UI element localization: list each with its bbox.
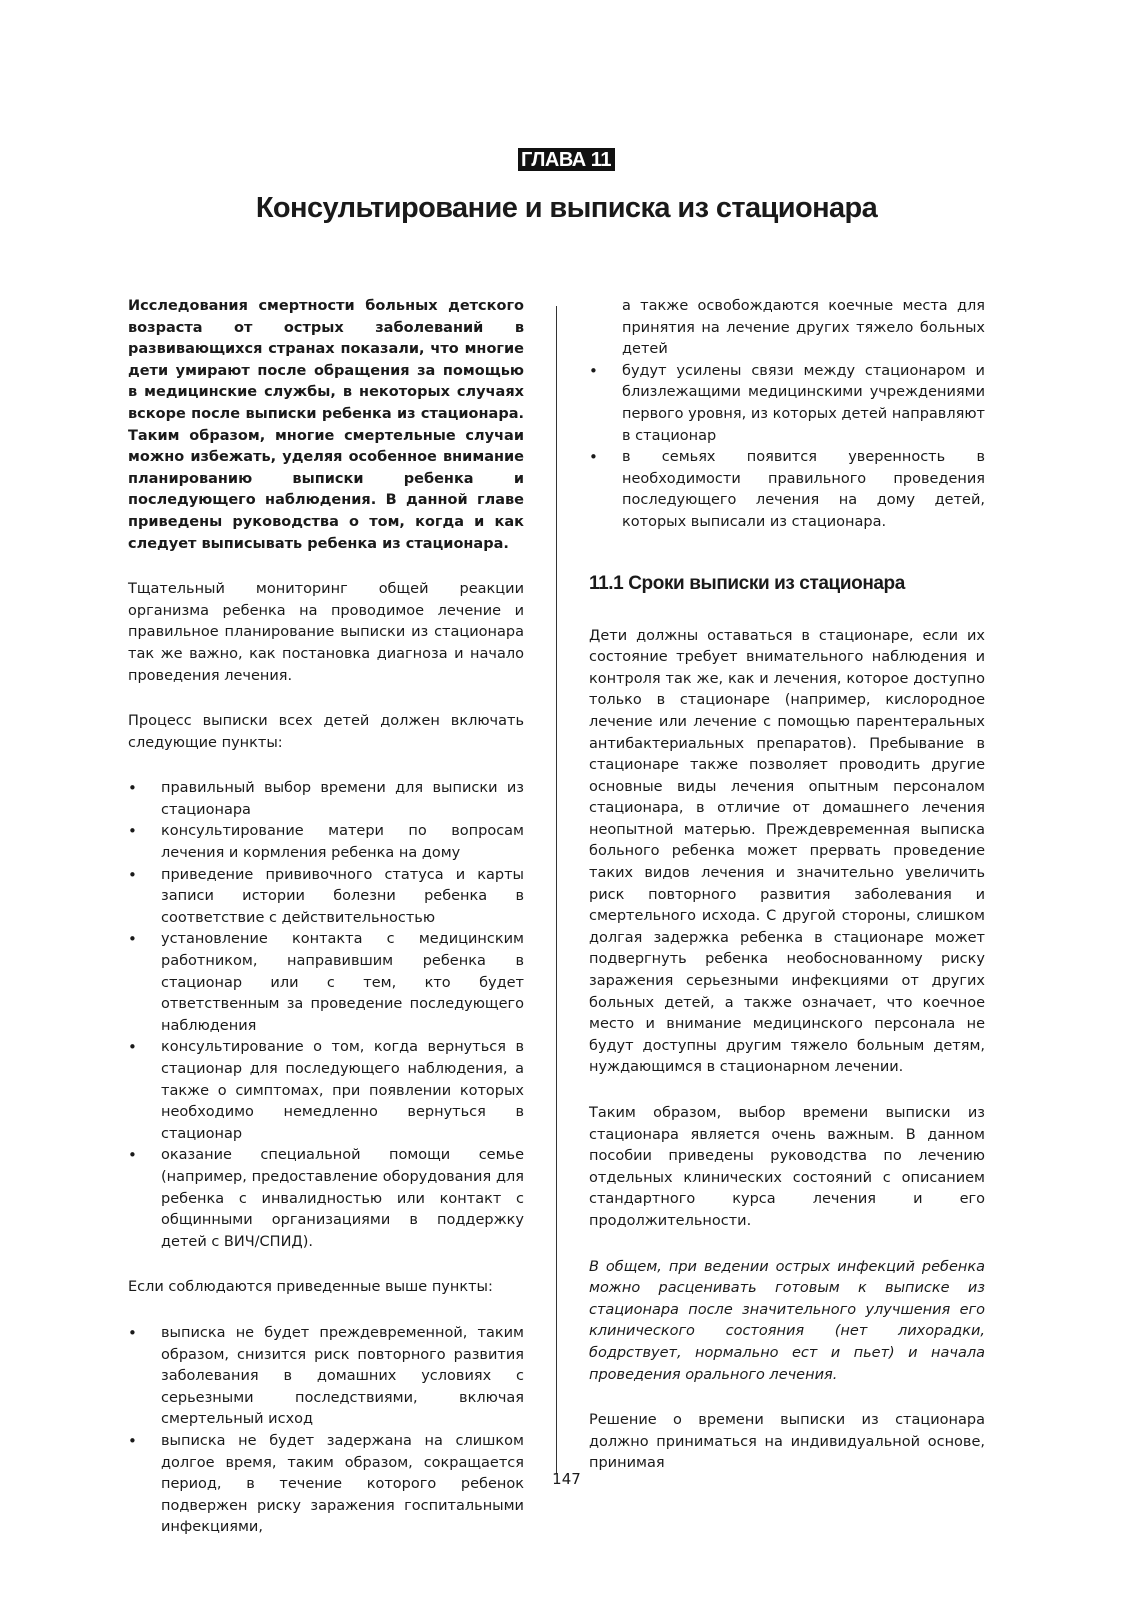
importance-paragraph: Таким образом, выбор времени выписки из стационара является очень важным. В данном пособии приведены руководства по лечению отдельных клинических состояний с описанием стандартного курса лечения и его продолжительности. [589, 1105, 985, 1229]
outcomes-list [128, 1323, 524, 1539]
list-item: • установление контакта с медицинским работником, направившим ребенка в стационар или с тем, кто будет ответственным за проведение последующего наблюдения [128, 929, 524, 1037]
list-item: • выписка не будет задержана на слишком долгое время, таким образом, сокращается период, в течение которого ребенок подвержен риску заражения госпитальными инфекциями, [128, 1431, 524, 1539]
list-item: • консультирование матери по вопросам лечения и кормления ребенка на дому [128, 821, 524, 864]
list-item: • оказание специальной помощи семье (например, предоставление оборудования для ребенка с инвалидностью или контакт с общинными организациями в поддержку детей с ВИЧ/СПИД). [128, 1145, 524, 1253]
discharge-steps-list [128, 778, 524, 1253]
decision-paragraph: Решение о времени выписки из стационара должно приниматься на индивидуальной основе, принимая [589, 1412, 985, 1472]
list-item: • правильный выбор времени для выписки из стационара [128, 778, 524, 821]
intro-paragraph: Исследования смертности больных детского возраста от острых заболеваний в развивающихся странах показали, что многие дети умирают после обращения за помощью в медицинские службы, в некоторых случаях вскоре после выписки ребенка из стационара. Таким образом, многие смертельные случаи можно избежать, уделяя особенное внимание планированию выписки ребенка и последующего наблюдения. В данной главе приведены руководства о том, когда и как следует выписывать ребенка из стационара. [128, 298, 524, 552]
monitoring-paragraph: Тщательный мониторинг общей реакции организма ребенка на проводимое лечение и правильное планирование выписки из стационара так же важно, как постановка диагноза и начало проведения лечения. [128, 581, 524, 684]
chapter-label-text: ГЛАВА 11 [518, 148, 615, 171]
right-column [589, 296, 985, 1475]
column-divider [556, 306, 557, 1474]
chapter-title: Консультирование и выписка из стационара [255, 192, 878, 224]
list-item: • выписка не будет преждевременной, таким образом, снизится риск повторного развития заболевания в домашних условиях с серьезными последствиями, включая смертельный исход [128, 1323, 524, 1431]
timing-paragraph: Дети должны оставаться в стационаре, если их состояние требует внимательного наблюдения и контроля так же, как и лечения, которое доступно только в стационаре (например, кислородное лечение или лечение с помощью парентеральных антибактериальных препаратов). Пребывание в стационаре также позволяет проводить другие основные виды лечения опытным персоналом стационара, в отличие от домашнего лечения неопытной матерью. Преждевременная выписка больного ребенка может прервать проведение таких видов лечения и значительно увеличить риск повторного развития заболевания и смертельного исхода. С другой стороны, слишком долгая задержка ребенка в стационаре может подвергнуть ребенка необоснованному риску заражения серьезными инфекциями от других больных детей, а также означает, что коечное место и внимание медицинского персонала не будут доступны другим тяжело больным детям, нуждающимся в стационарном лечении. [589, 627, 985, 1076]
list-item: • консультирование о том, когда вернуться в стационар для последующего наблюдения, а также о симптомах, при появлении которых необходимо немедленно вернуться в стационар [128, 1037, 524, 1145]
list-item-continued: а также освобождаются коечные места для принятия на лечение других тяжело больных детей [622, 298, 985, 358]
process-paragraph: Процесс выписки всех детей должен включать следующие пункты: [128, 713, 524, 751]
section-title: 11.1 Сроки выписки из стационара [589, 572, 905, 594]
list-item: • будут усилены связи между стационаром и близлежащими медицинскими учреждениями первого уровня, из которых детей направляют в стационар [589, 361, 985, 447]
readiness-paragraph: В общем, при ведении острых инфекций ребенка можно расценивать готовым к выписке из стационара после значительного улучшения его клинического состояния (нет лихорадки, бодрствует, нормально ест и пьет) и начала проведения орального лечения. [589, 1258, 985, 1383]
outcomes-list-continued [589, 296, 985, 534]
page-number: 147 [552, 1470, 581, 1488]
conditions-paragraph: Если соблюдаются приведенные выше пункты: [128, 1279, 493, 1296]
chapter-label [0, 148, 1133, 171]
list-item: • в семьях появится уверенность в необходимости правильного проведения последующего лечения на дому детей, которых выписали из стационара. [589, 447, 985, 533]
list-item: • приведение прививочного статуса и карты записи истории болезни ребенка в соответствие с действительностью [128, 865, 524, 930]
left-column [128, 296, 524, 1539]
